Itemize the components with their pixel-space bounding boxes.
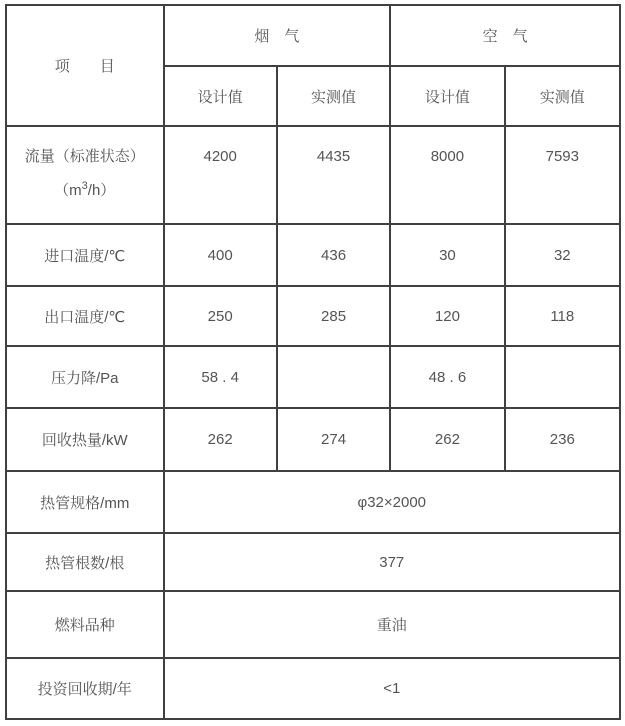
- header-air-design-cell: 设计值: [390, 66, 504, 126]
- span-value-cell: φ32×2000: [164, 471, 621, 533]
- value-cell: 400: [164, 224, 277, 286]
- value-cell: 4435: [277, 126, 390, 224]
- span-value-cell: 377: [164, 533, 621, 591]
- value-cell: 30: [390, 224, 504, 286]
- value-cell: 58 . 4: [164, 346, 277, 408]
- row-label-cell: [6, 126, 164, 224]
- table-row-payback-period: [6, 658, 620, 719]
- span-value-cell: <1: [164, 658, 621, 719]
- value-cell: [505, 346, 620, 408]
- table-row-fuel-type: [6, 591, 620, 658]
- table-row-recovered-heat: [6, 408, 620, 471]
- value-cell: 48 . 6: [390, 346, 504, 408]
- span-value-cell: 重油: [164, 591, 621, 658]
- row-label-line2: $(m^3/h)$: [54, 180, 116, 199]
- header-row-groups: [6, 5, 620, 66]
- header-flue-design-cell: 设计值: [164, 66, 277, 126]
- header-flue-gas-cell: 烟 气: [164, 5, 391, 66]
- table-row-flow-rate: [6, 126, 620, 224]
- header-item-cell: 项 目: [6, 5, 164, 126]
- row-label-cell: 热管根数/根: [6, 533, 164, 591]
- table-row-pipe-count: [6, 533, 620, 591]
- header-air-cell: 空 气: [390, 5, 620, 66]
- row-label-cell: 出口温度/℃: [6, 286, 164, 346]
- row-label-cell: 热管规格/mm: [6, 471, 164, 533]
- value-cell: 118: [505, 286, 620, 346]
- table-row-outlet-temp: [6, 286, 620, 346]
- row-label-line1: 流量（标准状态）: [24, 148, 145, 165]
- header-air-measured-cell: 实测值: [505, 66, 620, 126]
- value-cell: 236: [505, 408, 620, 471]
- table-row-inlet-temp: [6, 224, 620, 286]
- table-row-pressure-drop: [6, 346, 620, 408]
- value-cell: 436: [277, 224, 390, 286]
- spec-table: [5, 4, 621, 720]
- row-label-cell: 进口温度/℃: [6, 224, 164, 286]
- row-label-cell: 投资回收期/年: [6, 658, 164, 719]
- value-cell: 7593: [505, 126, 620, 224]
- value-cell: 274: [277, 408, 390, 471]
- value-cell: 250: [164, 286, 277, 346]
- row-label-cell: 燃料品种: [6, 591, 164, 658]
- value-cell: 8000: [390, 126, 504, 224]
- header-flue-measured-cell: 实测值: [277, 66, 390, 126]
- value-cell: [277, 346, 390, 408]
- value-cell: 4200: [164, 126, 277, 224]
- row-label-cell: 回收热量/kW: [6, 408, 164, 471]
- value-cell: 285: [277, 286, 390, 346]
- value-cell: 32: [505, 224, 620, 286]
- value-cell: 262: [164, 408, 277, 471]
- value-cell: 120: [390, 286, 504, 346]
- superscript-3: 3: [81, 180, 88, 192]
- row-label-cell: 压力降/Pa: [6, 346, 164, 408]
- value-cell: 262: [390, 408, 504, 471]
- table-row-pipe-spec: [6, 471, 620, 533]
